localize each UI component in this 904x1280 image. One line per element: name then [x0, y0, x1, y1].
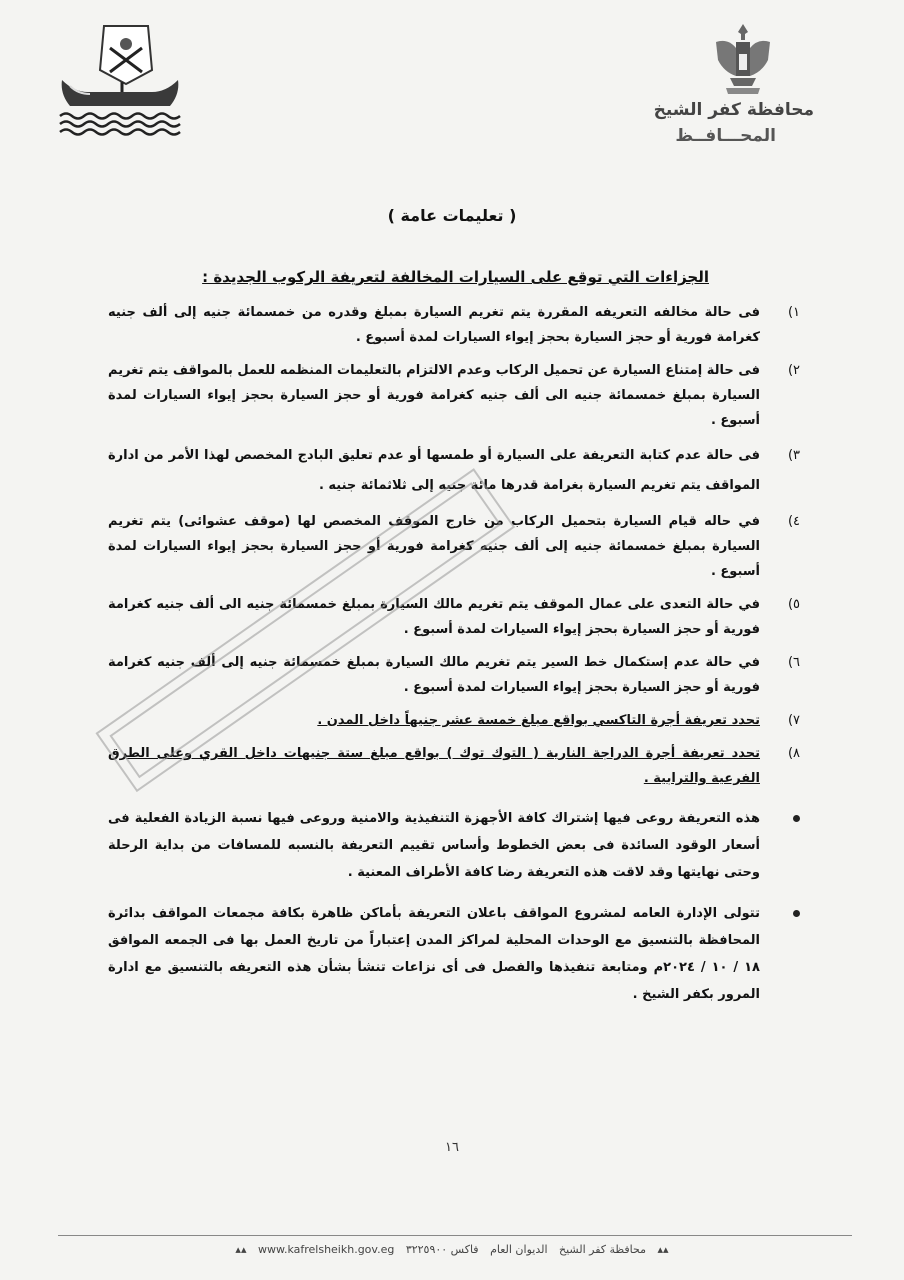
- footer: [0, 1243, 904, 1256]
- list-item: [108, 592, 808, 642]
- list-item: [108, 441, 808, 501]
- document-title: ( تعليمات عامة ): [387, 206, 517, 225]
- item-number: ٤): [787, 514, 801, 529]
- item-text: فى حالة عدم كتابة التعريفة على السيارة أو طمسها أو عدم تعليق البادج المخصص لهذا الأمر من ادارة المواقف يتم تغريم السيارة بغرامة قدرها مائة جنيه إلى ثلاثمائة جنيه .: [108, 448, 760, 493]
- governor-title: المحـــافــظ: [675, 126, 776, 146]
- list-item: [108, 650, 808, 700]
- bullet-text: هذه التعريفة روعى فيها إشتراك كافة الأجهزة التنفيذية والامنية وروعى فيها نسبة الزيادة الفعلية فى أسعار الوقود السائدة فى بعض الخطوط وأساس تقييم التعريفة بالنسبه للمسافات من بداية الرحلة وحتى نهايتها وقد لاقت هذه التعريفة رضا كافة الأطراف المعنية .: [108, 811, 760, 880]
- footer-divider: [58, 1235, 852, 1236]
- item-text: فى حالة مخالفه التعريفه المقررة يتم تغريم السيارة بمبلغ وقدره من خمسمائة جنيه إلى ألف جنيه كغرامة فورية أو حجز السيارة بحجز إيواء السيارات لمدة أسبوع .: [108, 305, 760, 345]
- bullet-item: [108, 805, 808, 886]
- page-number: ١٦: [445, 1140, 459, 1155]
- boat-logo-icon: [56, 22, 184, 140]
- section-subtitle: الجزاءات التي توقع على السيارات المخالفة لتعريفة الركوب الجديدة :: [202, 268, 709, 286]
- list-item: [108, 708, 808, 733]
- item-text: في حاله قيام السيارة بتحميل الركاب من خارج الموقف المخصص لها (موقف عشوائى) يتم تغريم السيارة بمبلغ خمسمائة جنيه إلى ألف جنيه كغرامة فورية أو حجز السيارة بحجز إيواء السيارات لمدة أسبوع .: [108, 514, 760, 579]
- item-number: ٢): [787, 363, 801, 378]
- item-text: فى حالة إمتناع السيارة عن تحميل الركاب وعدم الالتزام بالتعليمات المنظمه للعمل بالمواقف يتم تغريم السيارة بمبلغ خمسمائة جنيه الى ألف جنيه كغرامة فورية أو حجز السيارة بحجز إيواء السيارات لمدة أسبوع .: [108, 363, 760, 428]
- item-text: في حالة عدم إستكمال خط السير يتم تغريم مالك السيارة بمبلغ خمسمائة جنيه إلى ألف جنيه كغرامة فورية أو حجز السيارة بحجز إيواء السيارات لمدة أسبوع .: [108, 655, 760, 695]
- list-item: [108, 509, 808, 584]
- bullet-text: تتولى الإدارة العامه لمشروع المواقف باعلان التعريفة بأماكن ظاهرة بكافة مجمعات المواقف بدائرة المحافظة بالتنسيق مع الوحدات المحلية لمراكز المدن إعتباراً من تاريخ العمل بها فى الجمعه الموافق ١٨ / ١٠ / ٢٠٢٤م ومتابعة تنفيذها والفصل فى أى نزاعات تنشأ بشأن هذه التعريفه بالتنسيق مع ادارة المرور بكفر الشيخ .: [108, 906, 760, 1002]
- item-text: في حالة التعدى على عمال الموقف يتم تغريم مالك السيارة بمبلغ خمسمائة جنيه الى ألف جنيه كغرامة فورية أو حجز السيارة بحجز إيواء السيارات لمدة أسبوع .: [108, 597, 760, 637]
- item-number: ٣): [787, 448, 801, 463]
- item-text: تحدد تعريفة أجرة التاكسي بواقع مبلغ خمسة عشر جنيهاً داخل المدن .: [317, 713, 760, 728]
- item-text: تحدد تعريفة أجرة الدراجة النارية ( التوك توك ) بواقع مبلغ ستة جنيهات داخل القري وعلى الطرق الفرعية والترابية .: [108, 746, 760, 786]
- bullet-icon: [793, 815, 800, 822]
- bullet-icon: [793, 910, 800, 917]
- governorate-name: محافظة كفر الشيخ: [653, 100, 814, 120]
- document-body: [108, 300, 808, 1008]
- item-number: ٧): [787, 713, 801, 728]
- item-number: ٨): [787, 746, 801, 761]
- item-number: ٥): [787, 597, 801, 612]
- bullet-item: [108, 900, 808, 1008]
- footer-office: الديوان العام: [490, 1243, 548, 1256]
- footer-governorate: محافظة كفر الشيخ: [559, 1243, 647, 1256]
- list-item: [108, 358, 808, 433]
- list-item: [108, 741, 808, 791]
- item-number: ١): [787, 305, 801, 320]
- footer-website[interactable]: www.kafrelsheikh.gov.eg: [257, 1243, 395, 1256]
- item-number: ٦): [787, 655, 801, 670]
- footer-logo-icon: ▴▴: [235, 1243, 247, 1256]
- list-item: [108, 300, 808, 350]
- footer-fax: فاكس ٣٢٢٥٩٠٠: [405, 1243, 479, 1256]
- footer-logo-icon: ▴▴: [657, 1243, 669, 1256]
- eagle-emblem-icon: [712, 20, 774, 98]
